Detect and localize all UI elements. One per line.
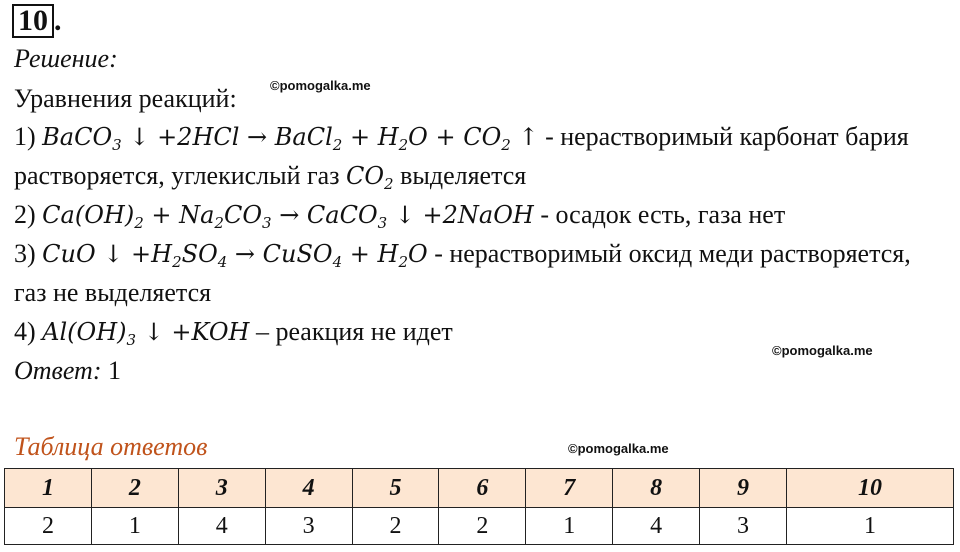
reaction-1-number: 1) — [14, 122, 43, 151]
reaction-4-text: – реакция не идет — [249, 317, 453, 346]
eq-part: → CuSO — [227, 240, 333, 268]
reaction-1-line-2 — [14, 161, 526, 191]
value-cell: 1 — [786, 508, 953, 545]
co2-formula — [346, 162, 394, 193]
problem-number — [12, 4, 62, 38]
header-cell: 5 — [352, 469, 439, 508]
table-row — [5, 508, 954, 545]
reaction-1-text-3: выделяется — [393, 161, 527, 190]
answer-label: Ответ: — [14, 356, 102, 385]
eq-sub: 3 — [126, 331, 137, 349]
value-cell: 2 — [352, 508, 439, 545]
value-cell: 4 — [613, 508, 700, 545]
watermark: ©pomogalka.me — [568, 441, 669, 456]
problem-number-dot: . — [54, 4, 62, 37]
answer — [14, 356, 121, 386]
reaction-4-number: 4) — [14, 317, 43, 346]
eq-sub: 2 — [384, 175, 394, 193]
header-cell: 6 — [439, 469, 526, 508]
header-cell: 1 — [5, 469, 92, 508]
watermark: ©pomogalka.me — [270, 78, 371, 93]
header-cell: 9 — [700, 469, 787, 508]
eq-part: O + CO — [408, 123, 502, 151]
value-cell: 1 — [91, 508, 178, 545]
eq-part: ↓ +2HCl → BaCl — [121, 123, 333, 151]
reaction-1-text: - нерастворимый карбонат бария — [538, 122, 909, 151]
header-cell: 3 — [178, 469, 265, 508]
eq-sub: 2 — [214, 214, 224, 232]
eq-part: + Na — [143, 201, 215, 229]
value-cell: 4 — [178, 508, 265, 545]
reaction-2-number: 2) — [14, 200, 43, 229]
header-cell: 7 — [526, 469, 613, 508]
eq-part: Al(OH) — [42, 318, 127, 346]
reaction-3-equation — [42, 240, 428, 271]
eq-part: SO — [181, 240, 218, 268]
eq-sub: 3 — [262, 214, 272, 232]
watermark: ©pomogalka.me — [772, 343, 873, 358]
problem-number-box: 10 — [12, 4, 54, 38]
reaction-2-text: - осадок есть, газа нет — [533, 200, 786, 229]
reaction-1-equation — [42, 123, 539, 154]
header-cell: 2 — [91, 469, 178, 508]
intro-text: Уравнения реакций: — [14, 84, 237, 113]
reaction-3 — [14, 239, 911, 269]
eq-sub: 3 — [377, 214, 388, 232]
eq-sub: 2 — [172, 253, 182, 271]
value-cell: 2 — [5, 508, 92, 545]
eq-part: + H — [342, 123, 399, 151]
eq-part: BaCO — [42, 123, 113, 151]
eq-sub: 2 — [398, 253, 408, 271]
eq-part: ↓ +2NaOH — [387, 201, 534, 229]
answers-table — [4, 468, 954, 545]
eq-sub: 2 — [501, 136, 511, 154]
header-cell: 10 — [786, 469, 953, 508]
header-cell: 8 — [613, 469, 700, 508]
eq-part: Ca(OH) — [42, 201, 135, 229]
header-cell: 4 — [265, 469, 352, 508]
value-cell: 3 — [265, 508, 352, 545]
reaction-4 — [14, 317, 453, 347]
reaction-1 — [14, 122, 909, 152]
reaction-4-equation — [42, 318, 250, 349]
eq-part: → CaCO — [271, 201, 378, 229]
value-cell: 1 — [526, 508, 613, 545]
reaction-3-line-2: газ не выделяется — [14, 278, 212, 307]
reaction-1-text-2: растворяется, углекислый газ — [14, 161, 346, 190]
reaction-2-equation — [42, 201, 534, 232]
reaction-3-number: 3) — [14, 239, 43, 268]
eq-part: O — [408, 240, 428, 268]
eq-sub: 2 — [332, 136, 343, 154]
eq-part: ↑ — [510, 123, 539, 151]
eq-part: CuO ↓ +H — [42, 240, 173, 268]
value-cell: 3 — [700, 508, 787, 545]
answer-value: 1 — [101, 356, 121, 385]
eq-part: ↓ +KOH — [136, 318, 250, 346]
reaction-2 — [14, 200, 785, 230]
eq-sub: 2 — [134, 214, 144, 232]
eq-part: + H — [342, 240, 399, 268]
eq-sub: 2 — [398, 136, 409, 154]
eq-sub: 3 — [112, 136, 122, 154]
table-title: Таблица ответов — [14, 432, 208, 461]
reaction-3-text: - нерастворимый оксид меди растворяется, — [427, 239, 911, 268]
eq-part: CO — [223, 201, 263, 229]
eq-part: CO — [346, 162, 385, 190]
solution-label: Решение: — [14, 44, 118, 73]
eq-sub: 4 — [332, 253, 343, 271]
value-cell: 2 — [439, 508, 526, 545]
eq-sub: 4 — [217, 253, 228, 271]
table-header-row — [5, 469, 954, 508]
